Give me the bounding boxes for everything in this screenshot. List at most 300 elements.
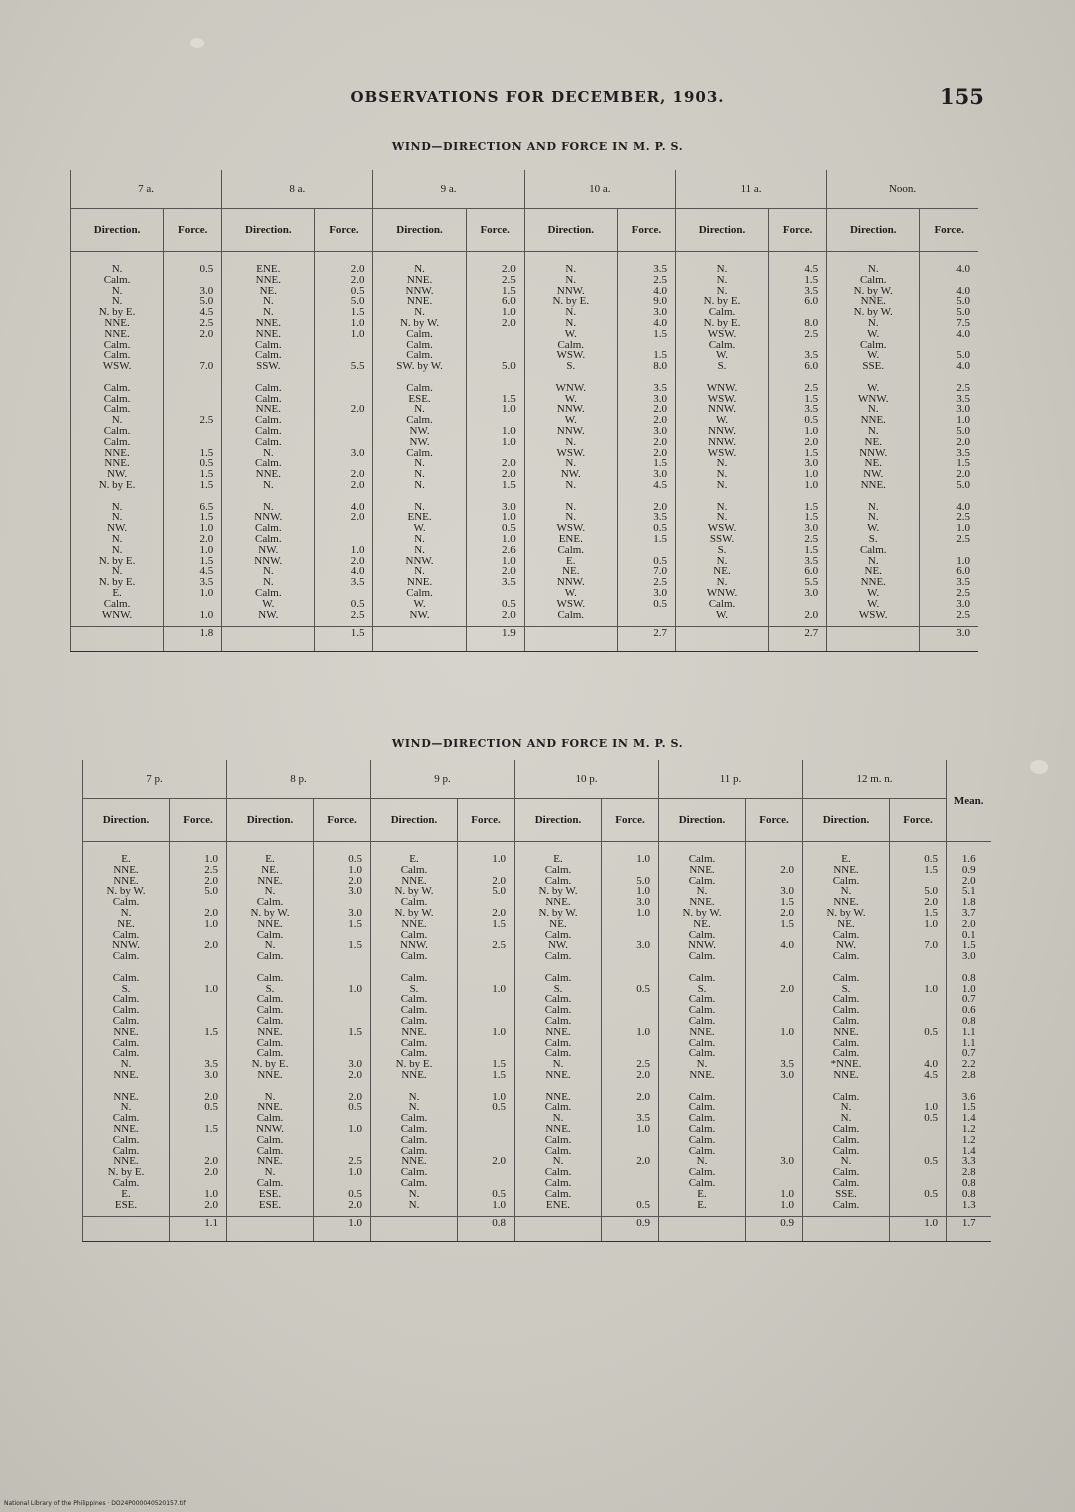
direction-entry: NNE. (406, 273, 433, 286)
direction-entry: NE. (261, 863, 279, 876)
mean-entry: 3.3 (961, 1155, 976, 1168)
direction-column (659, 842, 746, 1217)
force-entry: 2.0 (350, 273, 365, 286)
direction-entry: NNE. (104, 316, 130, 329)
force-entry: 1.5 (492, 917, 506, 930)
direction-entry: NE. (562, 565, 580, 578)
force-entry: 2.0 (501, 468, 516, 481)
force-entry: 2.0 (492, 874, 506, 887)
direction-entry: N. (111, 500, 123, 513)
direction-entry: WNW. (555, 381, 586, 394)
direction-entry: E. (409, 853, 419, 865)
direction-entry: N. (414, 532, 425, 545)
direction-entry: NE. (713, 565, 731, 578)
direction-entry: N. by W. (538, 906, 578, 919)
force-entry: 1.0 (348, 1166, 362, 1179)
direction-entry: N. (867, 424, 879, 437)
force-entry: 3.0 (780, 885, 794, 898)
force-entry: 1.5 (804, 273, 819, 286)
direction-entry: Calm. (256, 1014, 284, 1027)
direction-entry: NW. (107, 468, 128, 481)
direction-entry: S. (553, 982, 563, 995)
force-entry: 1.0 (199, 586, 214, 599)
direction-entry: Calm. (255, 586, 282, 599)
force-entry: 1.0 (780, 1198, 794, 1211)
force-entry: 1.0 (501, 532, 516, 545)
direction-entry: NNW. (556, 403, 585, 416)
direction-entry: N. (552, 1112, 564, 1125)
direction-entry: NNE. (833, 863, 859, 876)
mean-direction-blank (222, 627, 315, 652)
force-entry: 2.0 (804, 435, 819, 448)
direction-entry: Calm. (708, 338, 736, 351)
force-entry: 2.0 (348, 1068, 362, 1081)
direction-entry: Calm. (112, 1133, 140, 1146)
force-entry (458, 1124, 506, 1135)
force-entry (769, 599, 818, 610)
force-entry: 2.5 (956, 608, 970, 621)
direction-entry: Calm. (255, 522, 282, 535)
direction-entry: Calm. (557, 338, 585, 351)
force-entry: 1.0 (348, 982, 362, 995)
paper-blemish (1030, 760, 1048, 774)
direction-entry: N. (840, 1112, 852, 1125)
direction-entry: N. by W. (394, 885, 434, 898)
force-entry (458, 1135, 506, 1146)
force-entry: 2.0 (501, 263, 516, 275)
direction-entry: Calm. (103, 403, 131, 416)
force-entry (746, 1038, 794, 1049)
direction-entry: N. (552, 1155, 564, 1168)
page-number: 155 (940, 84, 984, 109)
force-entry: 6.5 (199, 500, 214, 513)
force-entry: 2.0 (204, 1090, 218, 1103)
force-entry: 1.0 (956, 414, 970, 427)
force-entry: 1.5 (924, 906, 938, 919)
wind-table-pm (82, 760, 991, 1242)
direction-entry: N. (696, 1058, 708, 1071)
direction-entry: NNE. (401, 1025, 427, 1038)
direction-header: Direction. (659, 799, 746, 842)
force-entry (602, 973, 650, 984)
force-entry: 1.5 (501, 478, 516, 491)
direction-entry: N. by E. (98, 554, 136, 567)
force-entry: 2.0 (653, 403, 667, 416)
force-entry: 2.0 (350, 403, 365, 416)
force-entry: 3.0 (501, 500, 516, 513)
force-entry: 5.0 (350, 295, 365, 308)
force-entry: 2.6 (501, 543, 516, 556)
force-entry: 3.5 (350, 576, 365, 589)
force-entry (602, 1135, 650, 1146)
force-entry: 2.5 (653, 273, 667, 286)
force-entry: 4.0 (956, 284, 970, 297)
force-entry: 1.0 (348, 863, 362, 876)
direction-entry: N. (264, 1166, 276, 1179)
force-header: Force. (769, 209, 827, 252)
direction-entry: Calm. (400, 1036, 428, 1049)
force-entry (746, 994, 794, 1005)
force-entry (746, 962, 794, 973)
direction-entry: Calm. (400, 1047, 428, 1060)
direction-header: Direction. (222, 209, 315, 252)
direction-header: Direction. (71, 209, 164, 252)
direction-entry: NW. (409, 608, 430, 621)
direction-entry: N. (111, 543, 123, 556)
direction-entry: S. (265, 982, 275, 995)
force-entry (467, 340, 516, 351)
direction-entry: W. (867, 349, 880, 362)
direction-entry: Calm. (103, 392, 131, 405)
direction-entry: Calm. (688, 1133, 716, 1146)
force-entry: 4.5 (804, 263, 819, 275)
mean-direction-blank (83, 1217, 170, 1242)
force-entry: 2.5 (804, 381, 819, 394)
force-entry: 4.5 (924, 1068, 938, 1081)
force-entry: 8.0 (804, 316, 819, 329)
force-column (920, 252, 978, 627)
force-entry: 0.5 (348, 1101, 362, 1114)
direction-entry: NNE. (113, 1090, 139, 1103)
direction-entry: N. by W. (538, 885, 578, 898)
direction-entry: N. by W. (250, 906, 290, 919)
direction-entry: NNE. (833, 1025, 859, 1038)
force-entry: 1.0 (956, 522, 970, 535)
force-entry: 5.0 (492, 885, 506, 898)
direction-entry: N. (120, 906, 132, 919)
force-entry: 2.0 (350, 468, 365, 481)
force-entry: 1.0 (492, 1090, 506, 1103)
force-entry: 1.0 (501, 435, 516, 448)
direction-entry: Calm. (544, 1187, 572, 1200)
direction-entry: Calm. (544, 1176, 572, 1189)
direction-entry: Calm. (832, 1122, 860, 1135)
direction-entry: Calm. (256, 1144, 284, 1157)
direction-entry: Calm. (103, 435, 131, 448)
direction-entry: N. (414, 403, 425, 416)
direction-entry: W. (564, 586, 577, 599)
direction-entry: N. (716, 457, 728, 470)
direction-entry: NE. (693, 917, 711, 930)
direction-column (71, 252, 164, 627)
data-row (71, 252, 979, 627)
direction-entry: E. (121, 1187, 131, 1200)
force-entry: 2.0 (199, 532, 214, 545)
mean-entry: 1.2 (961, 1122, 976, 1135)
force-entry: 3.0 (780, 1155, 794, 1168)
direction-entry: N. (867, 500, 879, 513)
force-entry: 1.5 (501, 284, 516, 297)
force-entry (458, 1113, 506, 1124)
mean-entry: 1.4 (961, 1144, 976, 1157)
force-entry (890, 1081, 938, 1092)
force-entry: 3.5 (804, 349, 819, 362)
direction-entry: Calm. (708, 306, 736, 319)
force-entry: 1.0 (804, 468, 819, 481)
direction-entry: SSW. (709, 532, 735, 545)
direction-entry: W. (715, 414, 729, 427)
mean-entry: 3.7 (961, 906, 976, 919)
direction-entry: N. (840, 1155, 852, 1168)
direction-entry: Calm. (112, 993, 140, 1006)
direction-entry: Calm. (544, 928, 572, 941)
force-entry (170, 1005, 218, 1016)
force-entry: 3.0 (653, 424, 667, 437)
force-entry: 2.0 (780, 906, 794, 919)
mean-direction-blank (659, 1217, 746, 1242)
direction-entry: Calm. (112, 1176, 140, 1189)
direction-entry: NNE. (545, 1090, 571, 1103)
force-entry (467, 372, 516, 383)
force-entry: 0.5 (350, 597, 365, 610)
force-entry: 1.0 (492, 982, 506, 995)
wind-table-am (70, 170, 978, 652)
direction-entry: Calm. (400, 863, 428, 876)
direction-entry: Calm. (112, 971, 140, 984)
direction-entry: Calm. (688, 1176, 716, 1189)
force-entry: 3.5 (636, 1112, 650, 1125)
direction-entry: N. (414, 468, 425, 481)
force-entry (602, 1189, 650, 1200)
direction-entry: NNE. (545, 1122, 571, 1135)
force-entry: 1.5 (492, 1068, 506, 1081)
force-header: Force. (890, 799, 947, 842)
time-header-row (71, 170, 979, 209)
mean-force: 0.8 (458, 1217, 515, 1242)
force-entry (746, 973, 794, 984)
force-entry (618, 610, 667, 621)
direction-entry: NW. (547, 939, 569, 952)
force-entry: 3.0 (348, 1058, 362, 1071)
mean-entry: 1.1 (961, 1025, 976, 1038)
force-entry: 5.0 (956, 424, 970, 437)
force-entry: 1.5 (804, 392, 819, 405)
force-entry: 3.0 (653, 468, 667, 481)
force-entry: 3.5 (804, 403, 819, 416)
mean-entry: 1.2 (961, 1133, 976, 1146)
force-entry: 1.0 (350, 327, 365, 340)
mean-entry: 0.8 (961, 1176, 976, 1189)
direction-entry: Calm. (832, 1144, 860, 1157)
direction-entry: N. (262, 446, 274, 459)
direction-entry: NNE. (860, 414, 886, 427)
force-entry: 1.5 (199, 511, 214, 524)
direction-entry: NW. (258, 608, 279, 621)
direction-entry: N. (120, 1101, 132, 1114)
direction-entry: WSW. (556, 349, 586, 362)
direction-entry: NNE. (860, 576, 886, 589)
direction-entry: N. (565, 435, 577, 448)
direction-entry: *NNE. (830, 1058, 862, 1071)
direction-entry: Calm. (544, 1144, 572, 1157)
direction-entry: Calm. (859, 543, 887, 556)
force-entry: 2.5 (956, 511, 970, 524)
direction-entry: NNW. (399, 939, 428, 952)
force-entry (618, 545, 667, 556)
force-entry: 1.5 (653, 349, 667, 362)
direction-entry: Calm. (832, 1036, 860, 1049)
direction-entry: NNW. (708, 424, 737, 437)
direction-header: Direction. (83, 799, 170, 842)
mean-force: 0.9 (746, 1217, 803, 1242)
force-entry: 2.0 (350, 263, 365, 275)
direction-entry: Calm. (832, 874, 860, 887)
force-entry (458, 962, 506, 973)
direction-entry: W. (262, 597, 275, 610)
direction-entry (827, 491, 919, 502)
direction-entry: W. (867, 586, 880, 599)
direction-entry: Calm. (688, 993, 716, 1006)
direction-entry: Calm. (255, 424, 282, 437)
mean-entry: 0.7 (961, 993, 976, 1006)
direction-entry: N. (414, 263, 425, 275)
force-entry: 1.5 (780, 917, 794, 930)
force-entry: 3.0 (653, 306, 667, 319)
force-entry: 4.0 (956, 360, 970, 373)
direction-column (227, 842, 314, 1217)
direction-column (803, 842, 890, 1217)
direction-entry: Calm. (112, 928, 140, 941)
force-entry: 1.5 (804, 543, 819, 556)
mean-direction-blank (524, 627, 617, 652)
direction-entry: N. (264, 885, 276, 898)
direction-entry (371, 1081, 457, 1092)
direction-entry: E. (841, 853, 851, 865)
mean-entry: 0.6 (961, 1004, 976, 1017)
force-entry: 1.0 (804, 424, 819, 437)
direction-entry: Calm. (708, 597, 736, 610)
direction-entry (222, 491, 314, 502)
force-entry: 1.0 (492, 853, 506, 865)
direction-entry: WSW. (707, 522, 737, 535)
force-entry (602, 1081, 650, 1092)
direction-entry: N. (552, 1058, 564, 1071)
force-entry: 1.0 (501, 306, 516, 319)
direction-entry: Calm. (544, 874, 572, 887)
direction-entry: Calm. (103, 338, 131, 351)
force-entry: 1.0 (804, 478, 819, 491)
direction-entry: N. by E. (98, 306, 136, 319)
direction-entry: ESE. (258, 1198, 282, 1211)
force-entry (458, 973, 506, 984)
force-entry: 2.0 (492, 906, 506, 919)
force-entry (602, 962, 650, 973)
direction-entry: Calm. (255, 457, 282, 470)
direction-entry: NNE. (255, 403, 281, 416)
force-entry (746, 1005, 794, 1016)
force-entry: 1.5 (348, 1025, 362, 1038)
direction-entry: N. (565, 478, 577, 491)
force-entry: 6.0 (804, 295, 819, 308)
mean-direction-blank (71, 627, 164, 652)
force-entry: 2.5 (199, 316, 214, 329)
direction-entry: S. (697, 982, 707, 995)
force-entry: 2.0 (204, 874, 218, 887)
direction-entry: ESE. (408, 392, 431, 405)
force-entry (314, 1005, 362, 1016)
force-entry: 4.0 (653, 284, 667, 297)
force-entry: 3.5 (204, 1058, 218, 1071)
direction-entry: E. (553, 853, 563, 865)
force-column (164, 252, 222, 627)
direction-entry: Calm. (255, 349, 282, 362)
direction-entry: N. (111, 263, 123, 275)
force-entry: 2.5 (492, 939, 506, 952)
direction-entry: NNE. (113, 1068, 139, 1081)
mean-entry: 1.4 (961, 1112, 976, 1125)
force-entry: 1.5 (199, 554, 214, 567)
direction-entry: N. (264, 939, 276, 952)
force-entry: 2.0 (501, 457, 516, 470)
direction-entry: ENE. (545, 1198, 571, 1211)
force-entry (315, 491, 364, 502)
direction-entry: Calm. (544, 1166, 572, 1179)
overall-mean: 1.7 (947, 1217, 991, 1242)
force-entry: 7.5 (956, 316, 970, 329)
force-entry: 5.0 (924, 885, 938, 898)
direction-entry: Calm. (400, 1122, 428, 1135)
direction-entry: N. (111, 295, 123, 308)
direction-header: Direction. (515, 799, 602, 842)
direction-entry: W. (715, 349, 729, 362)
direction-entry: WSW. (556, 522, 586, 535)
direction-entry: NNE. (113, 874, 139, 887)
force-entry: 5.0 (956, 295, 970, 308)
mean-entry: 2.8 (961, 1166, 976, 1179)
direction-column (675, 252, 768, 627)
direction-entry: N. by W. (682, 906, 722, 919)
direction-entry: NNE. (833, 1068, 859, 1081)
direction-entry: Calm. (406, 586, 433, 599)
direction-entry: NNE. (689, 896, 715, 909)
direction-entry: Calm. (112, 1014, 140, 1027)
force-entry: 0.5 (199, 457, 214, 470)
direction-entry: Calm. (544, 1047, 572, 1060)
force-entry: 2.0 (492, 1155, 506, 1168)
force-entry: 0.5 (204, 1101, 218, 1114)
direction-entry: N. (867, 511, 879, 524)
direction-entry: WSW. (707, 446, 737, 459)
force-entry: 0.5 (924, 1112, 938, 1125)
force-entry (314, 1038, 362, 1049)
force-entry: 2.0 (636, 1090, 650, 1103)
force-entry: 2.5 (348, 1155, 362, 1168)
direction-entry: Calm. (406, 327, 433, 340)
direction-entry: NNE. (406, 295, 433, 308)
force-entry: 1.5 (501, 392, 516, 405)
force-entry: 3.5 (956, 576, 970, 589)
direction-entry: Calm. (832, 1090, 860, 1103)
mean-entry: 2.8 (961, 1068, 976, 1081)
force-entry: 1.5 (492, 1058, 506, 1071)
force-header: Force. (466, 209, 524, 252)
force-entry: 1.0 (204, 1187, 218, 1200)
force-entry (164, 394, 213, 405)
force-entry (890, 1135, 938, 1146)
direction-entry: NNW. (255, 1122, 284, 1135)
force-entry: 0.5 (348, 853, 362, 865)
force-entry (746, 1135, 794, 1146)
mean-force: 2.7 (769, 627, 827, 652)
force-entry: 1.0 (199, 522, 214, 535)
direction-entry: Calm. (400, 896, 428, 909)
direction-entry: Calm. (688, 928, 716, 941)
direction-entry: Calm. (406, 349, 433, 362)
force-entry: 2.5 (501, 273, 516, 286)
direction-entry: NNE. (860, 295, 886, 308)
direction-entry: N. (716, 263, 728, 275)
force-entry: 1.5 (804, 446, 819, 459)
